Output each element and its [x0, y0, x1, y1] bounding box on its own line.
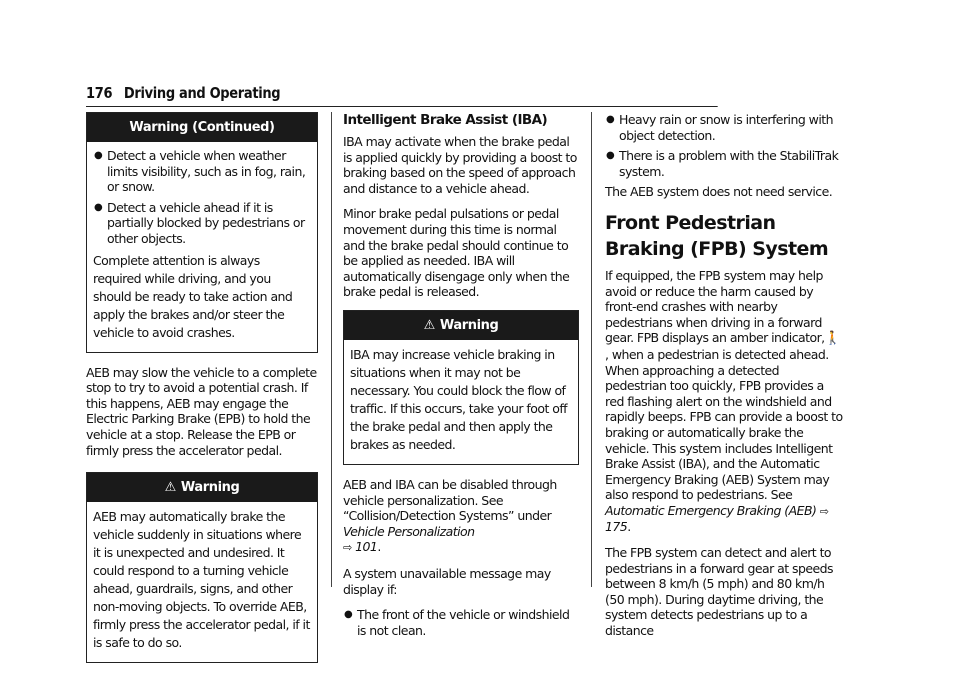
- fpb-paragraph-1: If equipped, the FPB system may help avoid or reduce the harm caused by front-end crashes with nearby pedestrians when driving in a forward gear. FPB displays an amber indicator,🚶, when a pedestrian is detected ahead. When approaching a detected pedestrian too quickly, FPB provides a red flashing alert on the windshield and rapidly beeps. FPB can provide a boost to braking or automatically brake the vehicle. This system includes Intelligent Brake Assist (IBA), and the Automatic Emergency Braking (AEB) System may also respond to pedestrians. See Automatic Emergency Braking (AEB) ⇨ 175.: [605, 267, 843, 535]
- section-title: Driving and Operating: [123, 84, 281, 102]
- bullet-dot-icon: ●: [344, 609, 353, 621]
- bullet-dot-icon: ●: [606, 114, 615, 125]
- bullet-dot-icon: ●: [94, 150, 103, 161]
- iba-paragraph-2: Minor brake pedal pulsations or pedal movement during this time is normal and the brake pedal should continue to be applied as needed. IBA will automatically disengage only when the brake pedal is released.: [343, 206, 570, 300]
- pedestrian-indicator-icon: 🚶: [824, 331, 841, 347]
- list-item: ● The front of the vehicle or windshield is not clean.: [344, 607, 570, 638]
- vehicle-personalization-link[interactable]: Vehicle Personalization: [343, 523, 475, 539]
- column-2: [343, 112, 579, 643]
- personalization-paragraph: AEB and IBA can be disabled through vehicle personalization. See “Collision/Detection Systems” under Vehicle Personalization ⇨ 101.: [343, 476, 557, 555]
- iba-warning-box: [343, 310, 579, 465]
- column-1: [86, 112, 318, 675]
- aeb-stop-paragraph: AEB may slow the vehicle to a complete stop to try to avoid a potential crash. If this happens, AEB may engage the Electric Parking Brake (EPB) to hold the vehicle at a stop. Release the EPB or firmly press the accelerator pedal.: [86, 364, 317, 458]
- aeb-warning-title: ⚠ Warning: [87, 473, 317, 502]
- iba-warning-text: IBA may increase vehicle braking in situations when it may not be necessary. You could block the flow of traffic. If this occurs, take your foot off the brake pedal and then apply the brakes as needed.: [350, 346, 568, 452]
- iba-heading: Intelligent Brake Assist (IBA): [343, 112, 548, 128]
- iba-paragraph-1: IBA may activate when the brake pedal is applied quickly by providing a boost to braking based on the speed of approach and distance to a vehicle ahead.: [343, 134, 577, 196]
- page-ref-arrow-icon: ⇨: [819, 504, 829, 518]
- list-item: ● Detect a vehicle when weather limits visibility, such as in fog, rain, or snow.: [94, 148, 306, 195]
- page-ref-arrow-icon: ⇨: [343, 541, 352, 555]
- page-ref-175[interactable]: 175: [605, 519, 628, 535]
- column-divider: [591, 112, 592, 587]
- unavailable-paragraph: A system unavailable message may display if:: [343, 565, 551, 597]
- column-3: [605, 112, 843, 649]
- fpb-heading: Front Pedestrian Braking (FPB) System: [605, 211, 829, 260]
- page-number: 176: [86, 84, 113, 102]
- list-item: ● There is a problem with the StabiliTrak system.: [606, 148, 839, 179]
- aeb-no-service-paragraph: The AEB system does not need service.: [605, 184, 833, 200]
- page-ref-101[interactable]: 101: [355, 539, 378, 555]
- bullet-dot-icon: ●: [606, 150, 615, 162]
- bullet-dot-icon: ●: [94, 201, 103, 213]
- warning-continued-text: Complete attention is always required while driving, and you should be ready to take action and apply the brakes and/or steer the vehicle to avoid crashes.: [93, 252, 293, 340]
- aeb-warning-box: [86, 472, 318, 663]
- warning-triangle-icon: ⚠: [423, 317, 435, 333]
- column-divider: [331, 112, 332, 587]
- fpb-paragraph-2: The FPB system can detect and alert to pedestrians in a forward gear at speeds between 8 km/h (5 mph) and 80 km/h (50 mph). During daytime driving, the system detects pedestrians up to a distance: [605, 545, 834, 639]
- aeb-link[interactable]: Automatic Emergency Braking (AEB): [605, 502, 817, 518]
- iba-warning-title: ⚠ Warning: [344, 311, 578, 340]
- warning-continued-title: Warning (Continued): [87, 113, 317, 142]
- list-item: ● Detect a vehicle ahead if it is partially blocked by pedestrians or other objects.: [94, 199, 305, 246]
- list-item: ● Heavy rain or snow is interfering with object detection.: [606, 112, 833, 143]
- warning-continued-box: [86, 112, 318, 353]
- aeb-warning-text: AEB may automatically brake the vehicle suddenly in situations where it is unexpected and undesired. It could respond to a turning vehicle ahead, guardrails, signs, and other non-moving objects. To override AEB, firmly press the accelerator pedal, if it is safe to do so.: [93, 509, 310, 651]
- warning-triangle-icon: ⚠: [164, 480, 176, 496]
- page-header: [86, 84, 718, 107]
